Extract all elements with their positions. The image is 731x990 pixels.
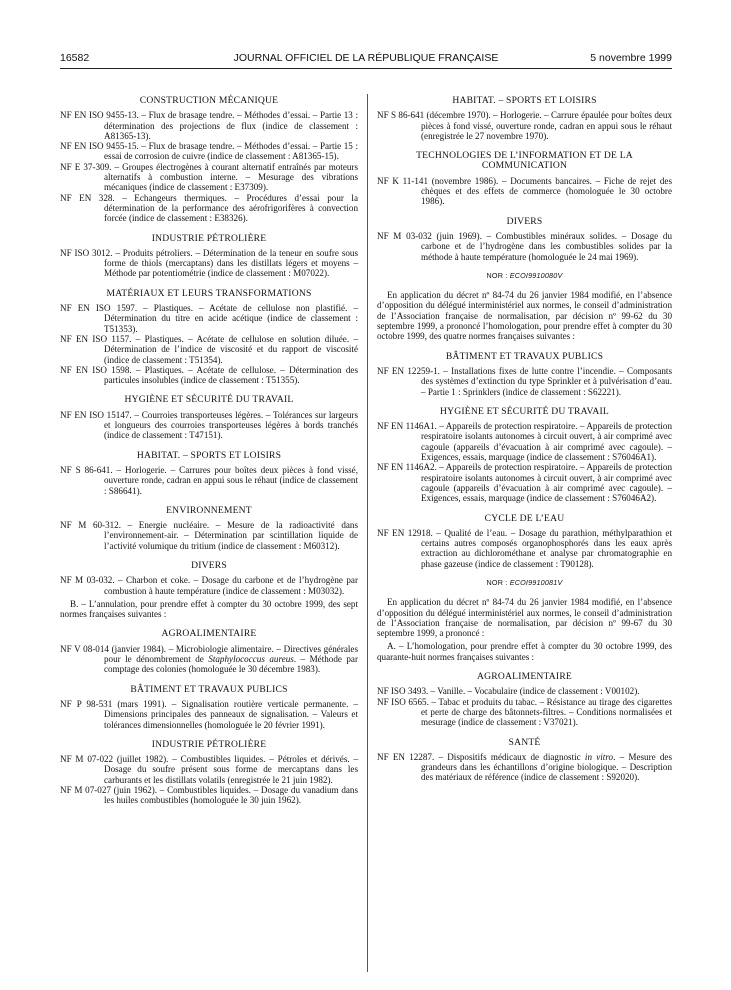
- standard-entry: NF M 03-032 (juin 1969). – Combustibles minéraux solides. – Dosage du carbone et de l’hydrogène dans les combustibles solides par la méthode à haute température (homologuée le 24 mai 1969).: [377, 230, 672, 262]
- standard-entry: NF EN ISO 1597. – Plastiques. – Acétate de cellulose non plastifié. – Détermination du titre en acide acétique (indice de classement : T51353).: [60, 303, 358, 334]
- section-heading: BÂTIMENT ET TRAVAUX PUBLICS: [130, 683, 288, 695]
- standard-entry: NF EN ISO 15147. – Courroies transporteuses légères. – Tolérances sur largeurs et longueurs des courroies transporteuses légères à bords tranchés (indice de classement : T47151).: [60, 409, 358, 441]
- section-heading: MATÉRIAUX ET LEURS TRANSFORMATIONS: [106, 287, 312, 299]
- section-heading: HYGIÈNE ET SÉCURITÉ DU TRAVAIL: [440, 405, 609, 417]
- section-heading: INDUSTRIE PÉTROLIÈRE: [151, 232, 267, 244]
- standard-entry: NF EN 12918. – Qualité de l’eau. – Dosage du parathion, méthylparathion et certains autres composés organophosphorés dans les eaux après extraction au dichlorométhane et analyse par chromatographie en phase gazeuse (indice de classement : T90128).: [377, 527, 672, 569]
- section-heading: DIVERS: [506, 215, 543, 227]
- section-heading: AGROALIMENTAIRE: [477, 671, 572, 683]
- entry-text: . – Méthode par comptage des colonies (homologuée le 30 décembre 1983).: [104, 654, 358, 675]
- nor-label: NOR :: [486, 577, 510, 587]
- section-heading: HABITAT. – SPORTS ET LOISIRS: [452, 95, 597, 106]
- body-paragraph: A. – L’homologation, pour prendre effet à compter du 30 octobre 1999, des quarante-huit normes françaises suivantes :: [377, 641, 672, 662]
- standard-entry: NF M 07-027 (juin 1962). – Combustibles liquides. – Dosage du vanadium dans les huiles combustibles (homologuée le 30 juin 1962).: [60, 785, 358, 806]
- entry-text: NF EN 12287. – Dispositifs médicaux de diagnostic: [377, 751, 585, 762]
- section-heading: CONSTRUCTION MÉCANIQUE: [139, 95, 279, 106]
- page-number: 16582: [60, 52, 90, 64]
- standard-entry: NF ISO 3012. – Produits pétroliers. – Détermination de la teneur en soufre sous forme de thiols (mercaptans) dans les distillats légers et moyens – Méthode par potentiométrie (indice de classement : M07022).: [60, 247, 358, 279]
- standard-entry: NF EN 1146A1. – Appareils de protection respiratoire. – Appareils de protection respiratoire isolants autonomes à circuit ouvert, à air comprimé avec cagoule (appareils d’évacuation à air comprimé avec cagoule). – Exigences, essais, marquage (indice de classement : S76046A1).: [377, 421, 672, 463]
- standard-entry: [60, 644, 358, 675]
- standard-entry: NF ISO 3493. – Vanille. – Vocabulaire (indice de classement : V00102).: [377, 686, 640, 697]
- standard-entry: [377, 752, 672, 783]
- section-heading: BÂTIMENT ET TRAVAUX PUBLICS: [445, 350, 604, 362]
- standard-entry: NF EN ISO 1157. – Plastiques. – Acétate de cellulose en solution diluée. – Détermination de l’indice de viscosité et du rapport de viscosité (indice de classement : T51354).: [60, 333, 358, 365]
- standard-entry: NF P 98-531 (mars 1991). – Signalisation routière verticale permanente. – Dimensions principales des panneaux de signalisation. – Valeurs et tolérances dimensionnelles (homologuée le 20 février 1991).: [60, 698, 358, 730]
- nor-label: NOR :: [486, 270, 510, 280]
- standard-entry: NF EN ISO 9455-15. – Flux de brasage tendre. – Méthodes d’essai. – Partie 15 : essai de corrosion de cuivre (indice de classement : A81365-15).: [60, 141, 358, 162]
- standard-entry: NF EN ISO 1598. – Plastiques. – Acétate de cellulose. – Détermination des particules insolubles (indice de classement : T51355).: [60, 364, 358, 386]
- standard-entry: NF M 60-312. – Energie nucléaire. – Mesure de la radioactivité dans l’environnement-air. – Détermination par scintillation liquide de l’activité volumique du tritium (indice de classement : M60312).: [60, 520, 358, 551]
- section-heading: ENVIRONNEMENT: [166, 504, 252, 516]
- section-heading: INDUSTRIE PÉTROLIÈRE: [151, 738, 267, 750]
- standard-entry: NF EN 12259-1. – Installations fixes de lutte contre l’incendie. – Composants des systèmes d’extinction du type Sprinkler et à pulvérisation d’eau. – Partie 1 : Sprinklers (indice de classement : S62221).: [377, 365, 672, 397]
- body-paragraph: En application du décret nº 84-74 du 26 janvier 1984 modifié, en l’absence d’opposition du délégué interministériel aux normes, le conseil d’administration de l’Association française de normalisation, par décision nº 99-62 du 30 septembre 1999, a prononcé l’homologation, pour prendre effet à compter du 30 octobre 1999, des quatre normes françaises suivantes :: [377, 290, 672, 342]
- standard-entry: NF ISO 6565. – Tabac et produits du tabac. – Résistance au tirage des cigarettes et perte de charge des bâtonnets-filtres. – Conditions normalisées et mesurage (indice de classement : V37021).: [377, 696, 672, 728]
- standard-entry: NF E 37-309. – Groupes électrogènes à courant alternatif entraînés par moteurs alternatifs à combustion interne. – Mesurage des vibrations mécaniques (indice de classement : E37309).: [60, 161, 358, 193]
- nor-reference: [377, 578, 672, 588]
- journal-title: JOURNAL OFFICIEL DE LA RÉPUBLIQUE FRANÇAISE: [233, 52, 499, 64]
- nor-code: ECOI9910081V: [509, 577, 563, 587]
- section-heading: HYGIÈNE ET SÉCURITÉ DU TRAVAIL: [124, 394, 294, 406]
- section-heading: HABITAT. – SPORTS ET LOISIRS: [136, 449, 282, 461]
- column-divider: [367, 94, 368, 972]
- entry-italic-term: in vitro: [584, 751, 614, 762]
- nor-reference: [377, 271, 672, 281]
- standard-entry: NF K 11-141 (novembre 1986). – Documents bancaires. – Fiche de rejet des chèques et des effets de commerce (homologuée le 30 octobre 1986).: [377, 175, 672, 207]
- section-heading: AGROALIMENTAIRE: [161, 628, 257, 640]
- right-column: [377, 96, 672, 783]
- entry-italic-term: Staphylococcus aureus: [208, 654, 294, 665]
- header-rule: [60, 68, 672, 69]
- issue-date: 5 novembre 1999: [590, 52, 672, 64]
- standard-entry: NF S 86-641. – Horlogerie. – Carrures pour boîtes deux pièces à fond vissé, ouverture ronde, cadran en appui sous le réhaut (indice de classement : S86641).: [60, 464, 358, 496]
- standard-entry: NF M 03-032. – Charbon et coke. – Dosage du carbone et de l’hydrogène par combustion à haute température (indice de classement : M03032).: [60, 575, 358, 596]
- left-column: [60, 96, 358, 806]
- body-paragraph: En application du décret nº 84-74 du 26 janvier 1984 modifié, en l’absence d’opposition du délégué interministériel aux normes, le conseil d’administration de l’Association française de normalisation, par décision nº 99-67 du 30 septembre 1999, a prononcé :: [377, 597, 672, 639]
- body-paragraph: B. – L’annulation, pour prendre effet à compter du 30 octobre 1999, des sept normes françaises suivantes :: [60, 598, 358, 620]
- section-heading: TECHNOLOGIES DE L’INFORMATION ET DE LA COMMUNICATION: [416, 150, 633, 172]
- standard-entry: NF S 86-641 (décembre 1970). – Horlogerie. – Carrure épaulée pour boîtes deux pièces à fond vissé, ouverture ronde, cadran en appui sous le réhaut (enregistrée le 27 novembre 1970).: [377, 110, 672, 141]
- section-heading: DIVERS: [191, 559, 227, 571]
- section-heading: SANTÉ: [508, 736, 541, 748]
- nor-code: ECOI9910080V: [509, 270, 563, 280]
- section-heading: CYCLE DE L’EAU: [484, 512, 565, 524]
- standard-entry: NF M 07-022 (juillet 1982). – Combustibles liquides. – Pétroles et dérivés. – Dosage du soufre présent sous forme de mercaptans dans les carburants et les distillats volatils (enregistrée le 21 juin 1982).: [60, 754, 358, 785]
- standard-entry: NF EN ISO 9455-13. – Flux de brasage tendre. – Méthodes d’essai. – Partie 13 : détermination des projections de flux (indice de classement : A81365-13).: [60, 110, 358, 141]
- standard-entry: NF EN 328. – Echangeurs thermiques. – Procédures d’essai pour la détermination de la performance des aérofrigorifères à convection forcée (indice de classement : E38326).: [60, 192, 358, 224]
- page-header: [60, 52, 672, 68]
- entry-text: NF V 08-014 (janvier 1984). – Microbiologie alimentaire. – Directives générales pour le dénombrement de: [60, 643, 358, 665]
- standard-entry: NF EN 1146A2. – Appareils de protection respiratoire. – Appareils de protection respiratoire isolants autonomes à circuit ouvert, à air comprimé avec cagoule (appareils d’évacuation à air comprimé avec cagoule). – Exigences, essais, marquage (indice de classement : S76046A2).: [377, 462, 672, 504]
- entry-text: . – Mesure des grandeurs dans les échantillons d’origine biologique. – Description des matériaux de référence (indice de classement : S92020).: [421, 751, 672, 783]
